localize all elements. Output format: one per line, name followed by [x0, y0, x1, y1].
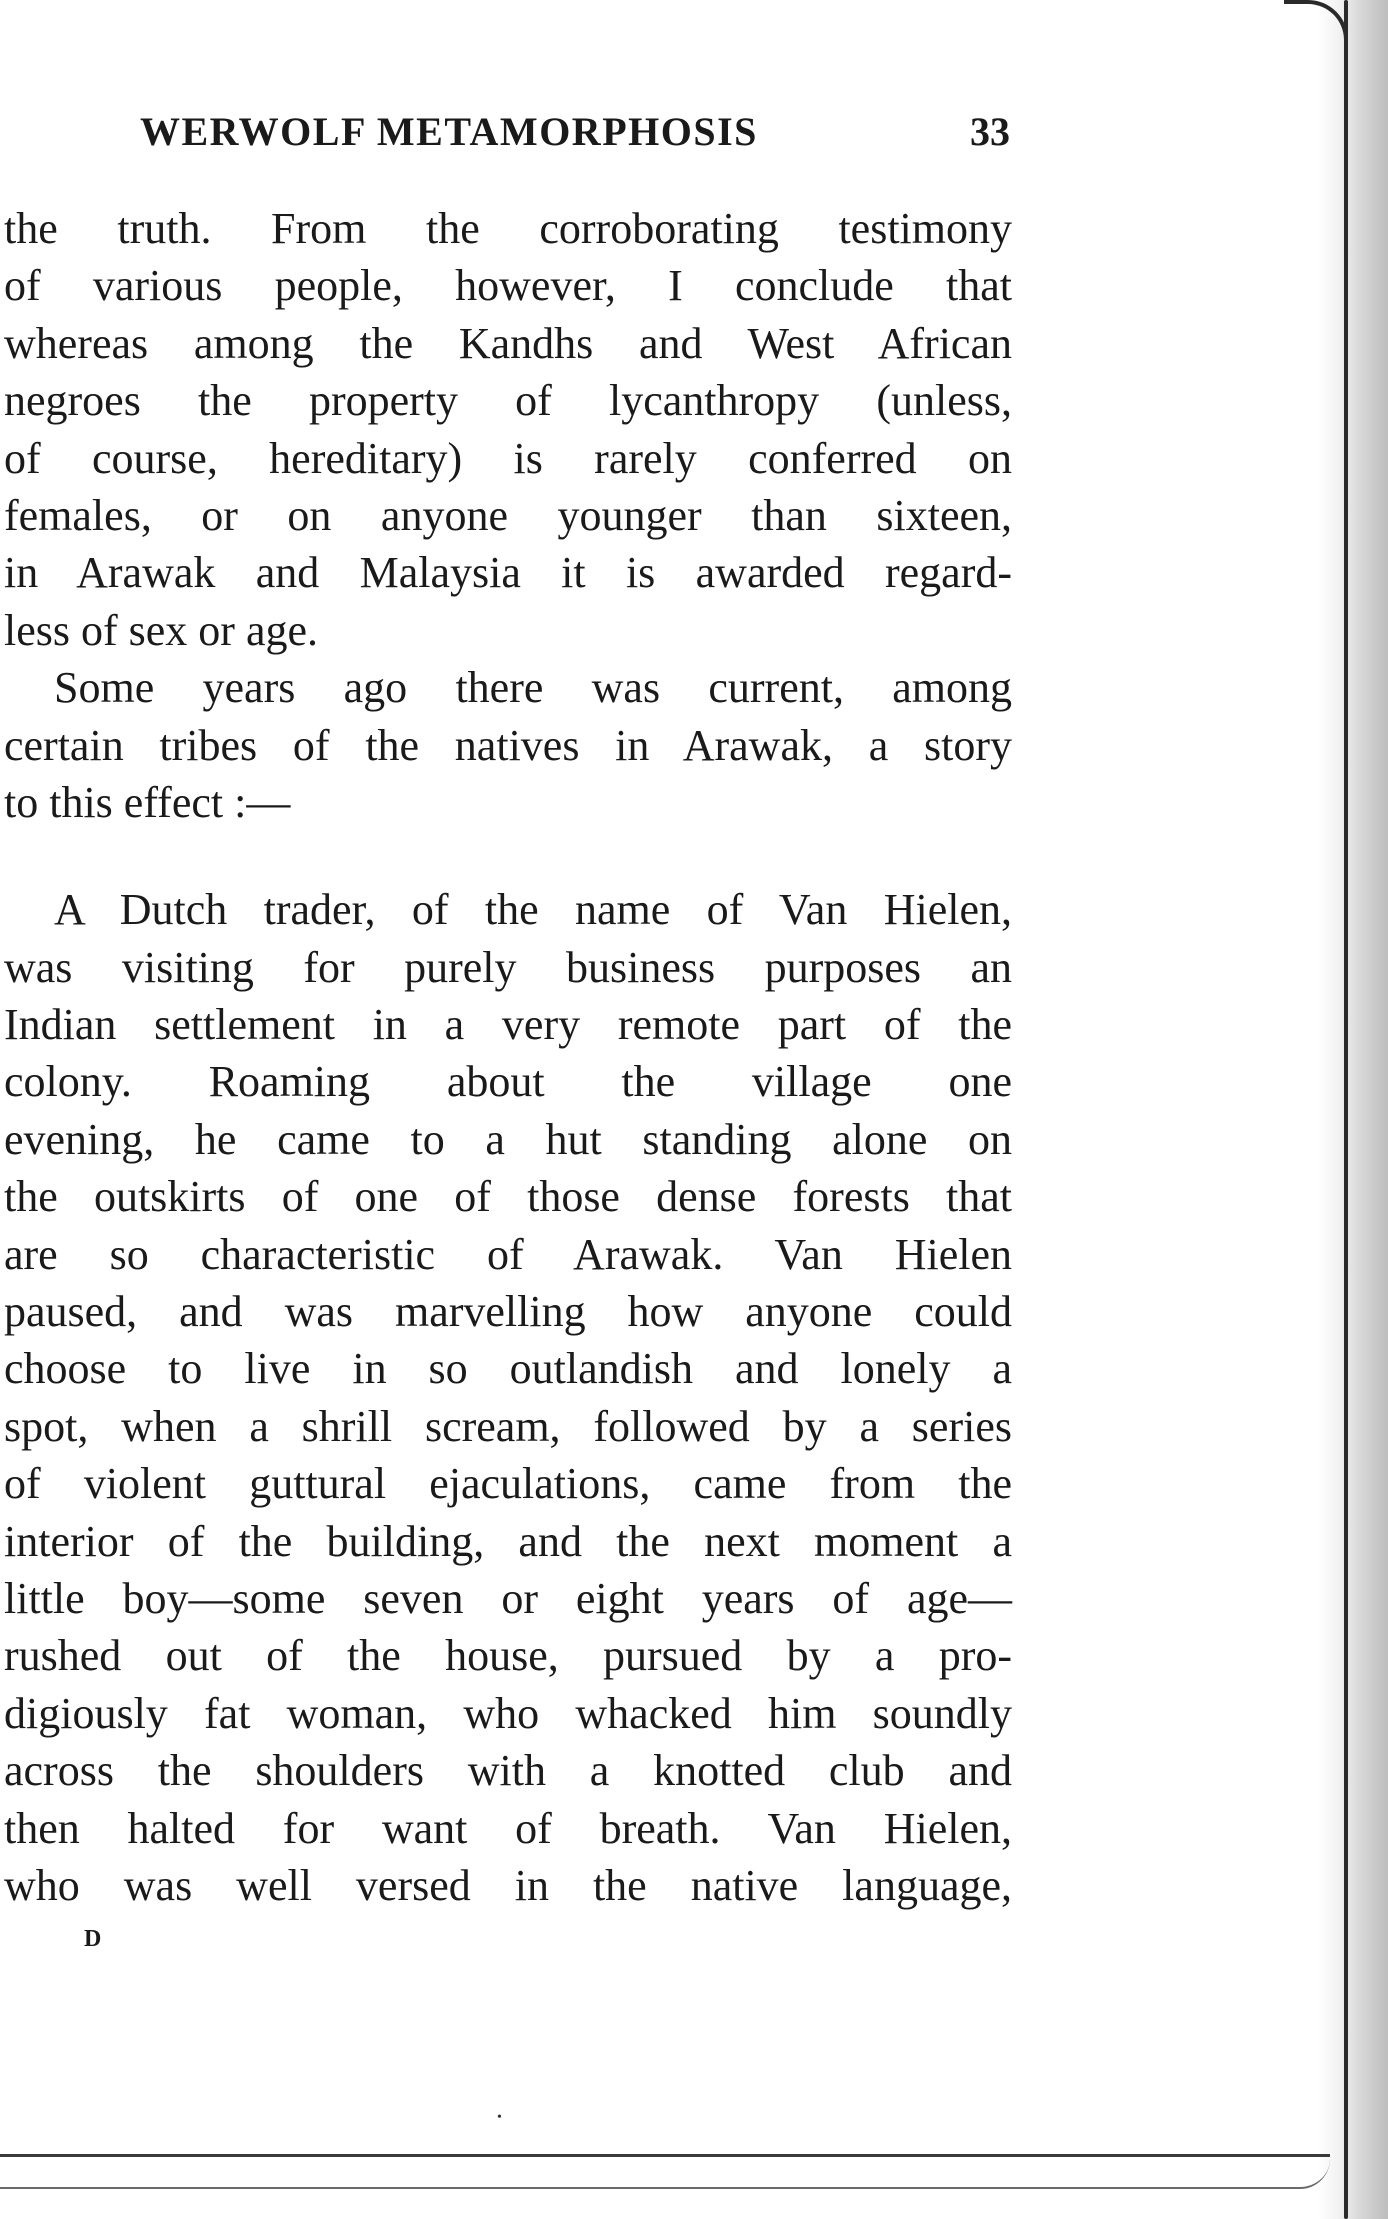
- text-line: A Dutch trader, of the name of Van Hielen,: [54, 885, 1012, 935]
- running-title: WERWOLF METAMORPHOSIS: [140, 109, 758, 154]
- text-line: Indian settlement in a very remote part of the: [4, 1000, 1012, 1050]
- text-line: of various people, however, I conclude that: [4, 261, 1012, 311]
- page-edge-bottom: [0, 2154, 1330, 2189]
- text-line: who was well versed in the native language,: [4, 1860, 1012, 1910]
- text-line: choose to live in so outlandish and lonely a: [4, 1344, 1012, 1394]
- text-line: digiously fat woman, who whacked him soundly: [4, 1688, 1012, 1738]
- text-line: colony. Roaming about the village one: [4, 1057, 1012, 1107]
- text-line: interior of the building, and the next moment a: [4, 1516, 1012, 1566]
- page-number: 33: [970, 109, 1010, 154]
- text-line: to this effect :—: [4, 777, 291, 827]
- text-line: rushed out of the house, pursued by a pro-: [4, 1631, 1012, 1681]
- text-line: of violent guttural ejaculations, came from the: [4, 1459, 1012, 1509]
- text-line: was visiting for purely business purposes an: [4, 942, 1012, 992]
- text-line: of course, hereditary) is rarely conferred on: [4, 433, 1012, 483]
- text-line: in Arawak and Malaysia it is awarded regard-: [4, 548, 1012, 598]
- text-line: negroes the property of lycanthropy (unless,: [4, 376, 1012, 426]
- text-line: females, or on anyone younger than sixteen,: [4, 490, 1012, 540]
- text-line: evening, he came to a hut standing alone on: [4, 1114, 1012, 1164]
- signature-mark: D: [84, 1926, 102, 1952]
- page-edge-right: [1318, 0, 1388, 2219]
- body-text: [4, 200, 1012, 1914]
- text-line: whereas among the Kandhs and West African: [4, 318, 1012, 368]
- text-line: are so characteristic of Arawak. Van Hielen: [4, 1229, 1012, 1279]
- text-line: little boy—some seven or eight years of age—: [4, 1573, 1012, 1623]
- running-head: [140, 108, 1010, 168]
- text-line: spot, when a shrill scream, followed by a series: [4, 1401, 1012, 1451]
- text-line: then halted for want of breath. Van Hielen,: [4, 1803, 1012, 1853]
- ink-speck: •: [497, 2110, 502, 2125]
- paragraph-gap: [4, 831, 1012, 881]
- text-line: across the shoulders with a knotted club and: [4, 1746, 1012, 1796]
- text-line: the truth. From the corroborating testimony: [4, 204, 1012, 253]
- text-line: paused, and was marvelling how anyone could: [4, 1287, 1012, 1337]
- text-line: less of sex or age.: [4, 605, 319, 655]
- text-line: certain tribes of the natives in Arawak, a story: [4, 720, 1012, 770]
- text-line: the outskirts of one of those dense forests that: [4, 1172, 1012, 1222]
- text-line: Some years ago there was current, among: [54, 663, 1012, 713]
